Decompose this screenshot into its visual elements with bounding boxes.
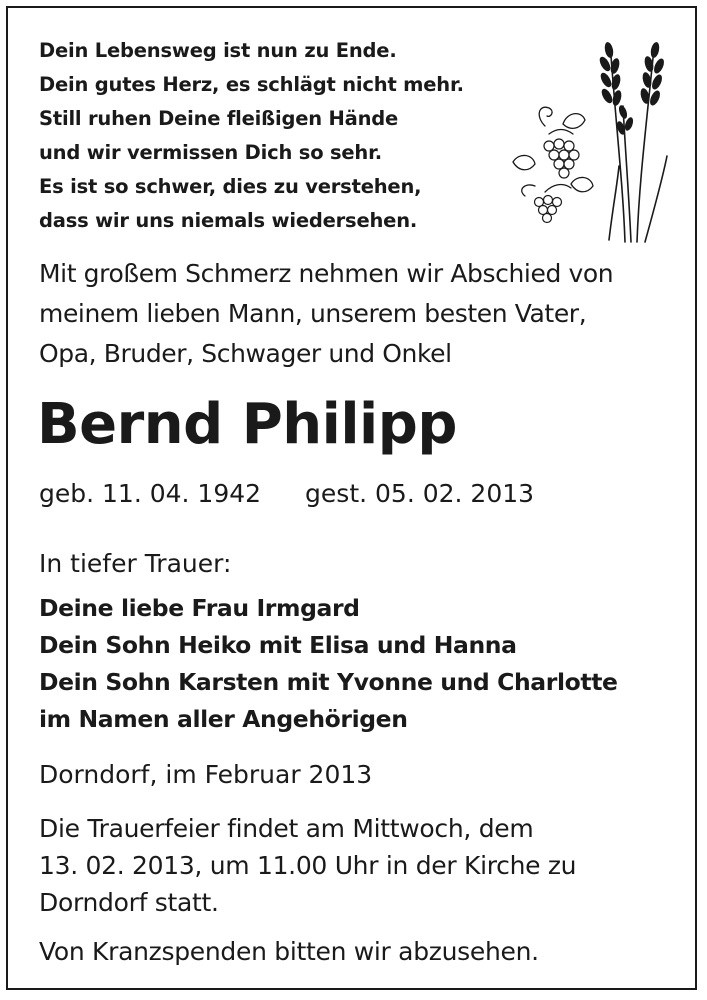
closing-note: Von Kranzspenden bitten wir abzusehen.: [39, 937, 539, 966]
life-dates: [39, 474, 534, 514]
poem-line: Es ist so schwer, dies zu verstehen,: [39, 175, 422, 198]
mourner-line: Deine liebe Frau Irmgard: [39, 594, 360, 622]
intro-line: Opa, Bruder, Schwager und Onkel: [39, 339, 452, 368]
funeral-line: Die Trauerfeier findet am Mittwoch, dem: [39, 814, 534, 843]
poem-line: Still ruhen Deine fleißigen Hände: [39, 107, 399, 130]
intro-line: Mit großem Schmerz nehmen wir Abschied von: [39, 259, 614, 288]
mourning-label: In tiefer Trauer:: [39, 549, 232, 578]
intro-text: [39, 254, 613, 374]
mourner-line: im Namen aller Angehörigen: [39, 705, 408, 733]
wheat-and-grapes-icon: [505, 16, 677, 244]
poem-line: und wir vermissen Dich so sehr.: [39, 141, 382, 164]
place-and-date: Dorndorf, im Februar 2013: [39, 760, 373, 789]
poem-line: Dein Lebensweg ist nun zu Ende.: [39, 39, 397, 62]
birth-date: geb. 11. 04. 1942: [39, 479, 262, 508]
mourners-list: [39, 590, 618, 738]
mourner-line: Dein Sohn Karsten mit Yvonne und Charlotte: [39, 668, 618, 696]
death-date: gest. 05. 02. 2013: [305, 479, 535, 508]
funeral-line: 13. 02. 2013, um 11.00 Uhr in der Kirche zu: [39, 851, 577, 880]
intro-line: meinem lieben Mann, unserem besten Vater,: [39, 299, 587, 328]
funeral-info: [39, 810, 576, 921]
poem: [39, 34, 464, 238]
poem-line: Dein gutes Herz, es schlägt nicht mehr.: [39, 73, 464, 96]
poem-line: dass wir uns niemals wiedersehen.: [39, 209, 418, 232]
funeral-line: Dorndorf statt.: [39, 888, 219, 917]
deceased-name: Bernd Philipp: [37, 392, 457, 457]
mourner-line: Dein Sohn Heiko mit Elisa und Hanna: [39, 631, 517, 659]
